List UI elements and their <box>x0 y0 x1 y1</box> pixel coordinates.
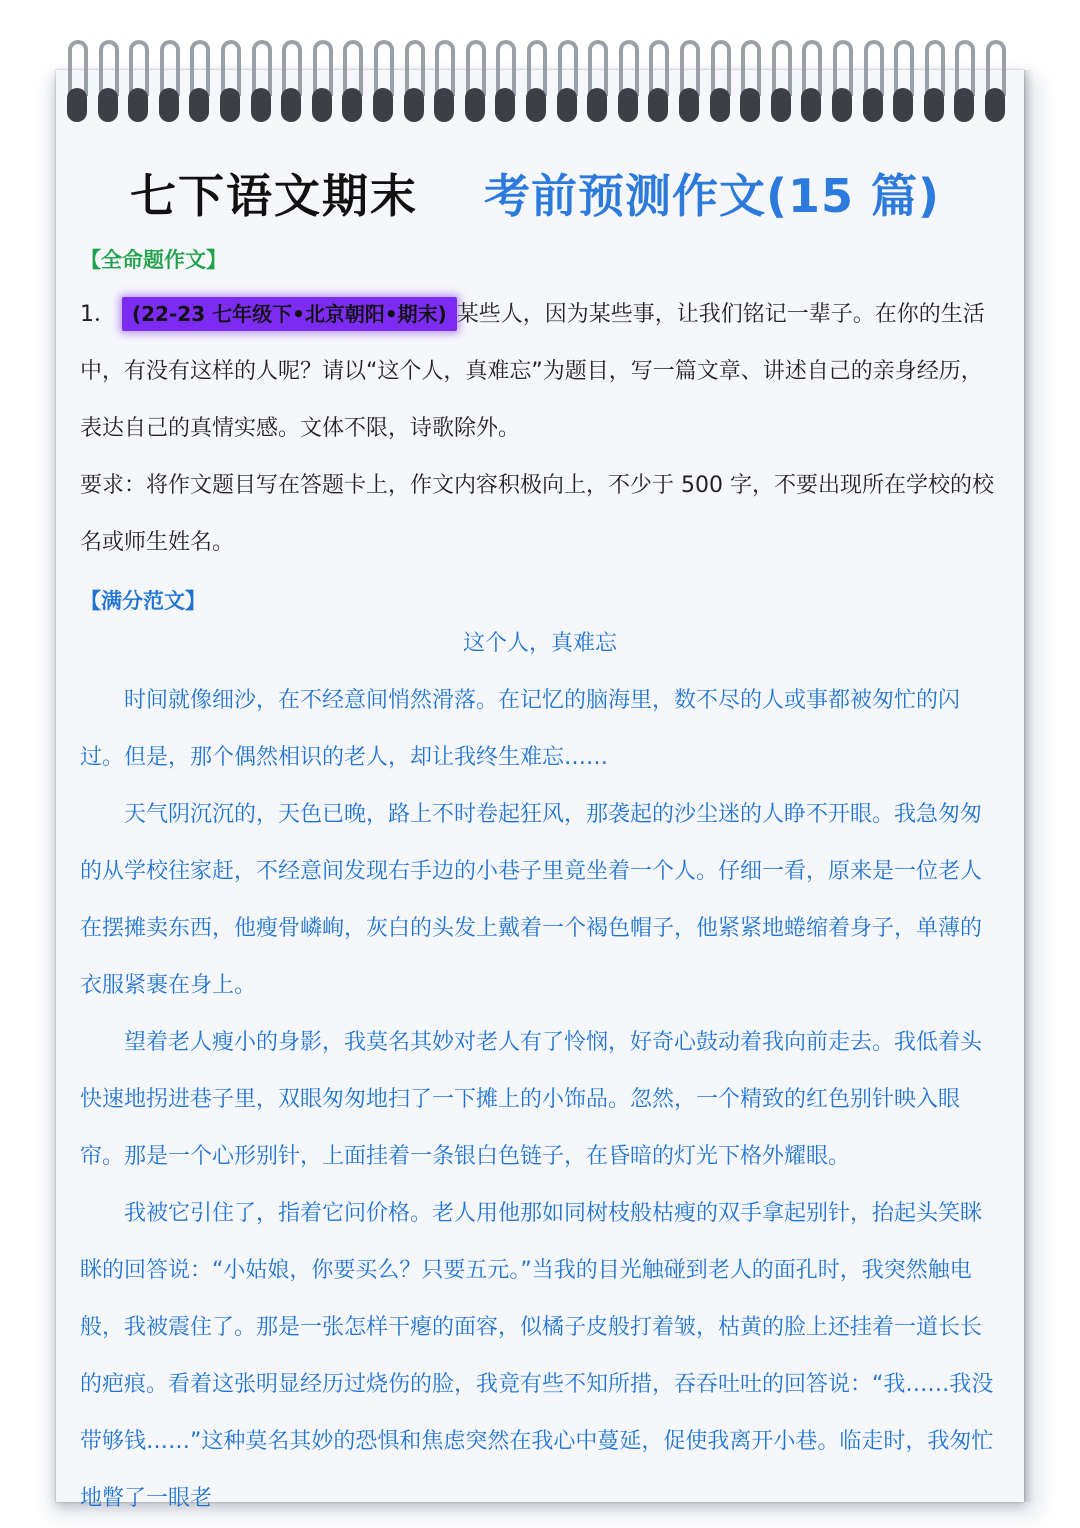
ring-hole <box>495 88 515 122</box>
ring-hole <box>924 88 944 122</box>
binding-ring <box>278 40 306 130</box>
essay-paragraph: 天气阴沉沉的，天色已晚，路上不时卷起狂风，那袭起的沙尘迷的人睁不开眼。我急匆匆的从学校往家赶，不经意间发现右手边的小巷子里竟坐着一个人。仔细一看，原来是一位老人在摆摊卖东西，他瘦骨嶙峋，灰白的头发上戴着一个褐色帽子，他紧紧地蜷缩着身子，单薄的衣服紧裹在身上。 <box>80 802 983 998</box>
binding-ring <box>645 40 673 130</box>
ring-hole <box>220 88 240 122</box>
binding-ring <box>462 40 490 130</box>
binding-ring <box>523 40 551 130</box>
binding-ring <box>737 40 765 130</box>
ring-hole <box>832 88 852 122</box>
binding-ring <box>829 40 857 130</box>
ring-hole <box>771 88 791 122</box>
binding-ring <box>64 40 92 130</box>
binding-ring <box>676 40 704 130</box>
ring-hole <box>128 88 148 122</box>
binding-ring <box>890 40 918 130</box>
title-row <box>80 150 1000 230</box>
binding-ring <box>615 40 643 130</box>
page-subtitle: 考前预测作文(15 篇) <box>484 169 941 223</box>
ring-hole <box>526 88 546 122</box>
ring-hole <box>679 88 699 122</box>
essay-body <box>80 672 1000 1527</box>
essay-paragraph: 我被它引住了，指着它问价格。老人用他那如同树枝般枯瘦的双手拿起别针，抬起头笑眯眯的回答说：“小姑娘，你要买么？只要五元。”当我的目光触碰到老人的面孔时，我突然触电般，我被震住了。那是一张怎样干瘪的面容，似橘子皮般打着皱，枯黄的脸上还挂着一道长长的疤痕。看着这张明显经历过烧伤的脸，我竟有些不知所措，吞吞吐吐的回答说：“我……我没带够钱……”这种莫名其妙的恐惧和焦虑突然在我心中蔓延，促使我离开小巷。临走时，我匆忙地瞥了一眼老 <box>80 1201 994 1511</box>
binding-ring <box>248 40 276 130</box>
question-prompt <box>80 286 1000 457</box>
ring-hole <box>801 88 821 122</box>
binding-ring <box>401 40 429 130</box>
binding-ring <box>370 40 398 130</box>
question-prompt-text: 某些人，因为某些事，让我们铭记一辈子。在你的生活中，有没有这样的人呢？请以“这个人，真难忘”为题目，写一篇文章、讲述自己的亲身经历，表达自己的真情实感。文体不限，诗歌除外。 <box>80 302 985 441</box>
ring-hole <box>251 88 271 122</box>
ring-hole <box>985 88 1005 122</box>
binding-ring <box>982 40 1010 130</box>
ring-hole <box>740 88 760 122</box>
binding-ring <box>921 40 949 130</box>
document-body <box>80 150 1000 1527</box>
ring-hole <box>189 88 209 122</box>
ring-hole <box>954 88 974 122</box>
ring-hole <box>648 88 668 122</box>
ring-hole <box>710 88 730 122</box>
essay-title: 这个人，真难忘 <box>462 631 617 656</box>
binding-ring <box>798 40 826 130</box>
binding-ring <box>309 40 337 130</box>
ring-hole <box>281 88 301 122</box>
source-highlight: (22-23 七年级下•北京朝阳•期末) <box>122 297 457 331</box>
ring-hole <box>312 88 332 122</box>
ring-hole <box>587 88 607 122</box>
ring-hole <box>98 88 118 122</box>
binding-ring <box>707 40 735 130</box>
ring-hole <box>159 88 179 122</box>
question-section-label: 【全命题作文】 <box>80 248 227 272</box>
ring-hole <box>404 88 424 122</box>
binding-ring <box>186 40 214 130</box>
ring-hole <box>618 88 638 122</box>
binding-ring <box>431 40 459 130</box>
ring-hole <box>465 88 485 122</box>
binding-ring <box>339 40 367 130</box>
binding-ring <box>768 40 796 130</box>
binding-ring <box>125 40 153 130</box>
question-requirement: 要求：将作文题目写在答题卡上，作文内容积极向上，不少于 500 字，不要出现所在学校的校名或师生姓名。 <box>80 473 994 555</box>
essay-paragraph: 望着老人瘦小的身影，我莫名其妙对老人有了怜悯，好奇心鼓动着我向前走去。我低着头快速地拐进巷子里，双眼匆匆地扫了一下摊上的小饰品。忽然，一个精致的红色别针映入眼帘。那是一个心形别针，上面挂着一条银白色链子，在昏暗的灯光下格外耀眼。 <box>80 1030 983 1169</box>
binding-ring <box>584 40 612 130</box>
ring-hole <box>434 88 454 122</box>
binding-ring <box>951 40 979 130</box>
ring-hole <box>373 88 393 122</box>
page-title: 七下语文期末 <box>130 169 418 223</box>
ring-hole <box>557 88 577 122</box>
essay-paragraph: 时间就像细沙，在不经意间悄然滑落。在记忆的脑海里，数不尽的人或事都被匆忙的闪过。但是，那个偶然相识的老人，却让我终生难忘…… <box>80 688 961 770</box>
binding-ring <box>217 40 245 130</box>
binding-ring <box>554 40 582 130</box>
binding-ring <box>156 40 184 130</box>
question-number: 1． <box>80 302 116 327</box>
ring-hole <box>67 88 87 122</box>
ring-hole <box>893 88 913 122</box>
ring-hole <box>863 88 883 122</box>
essay-section-label: 【满分范文】 <box>80 589 206 613</box>
binding-ring <box>860 40 888 130</box>
binding-ring <box>492 40 520 130</box>
spiral-binding <box>64 40 1020 140</box>
ring-hole <box>342 88 362 122</box>
binding-ring <box>95 40 123 130</box>
